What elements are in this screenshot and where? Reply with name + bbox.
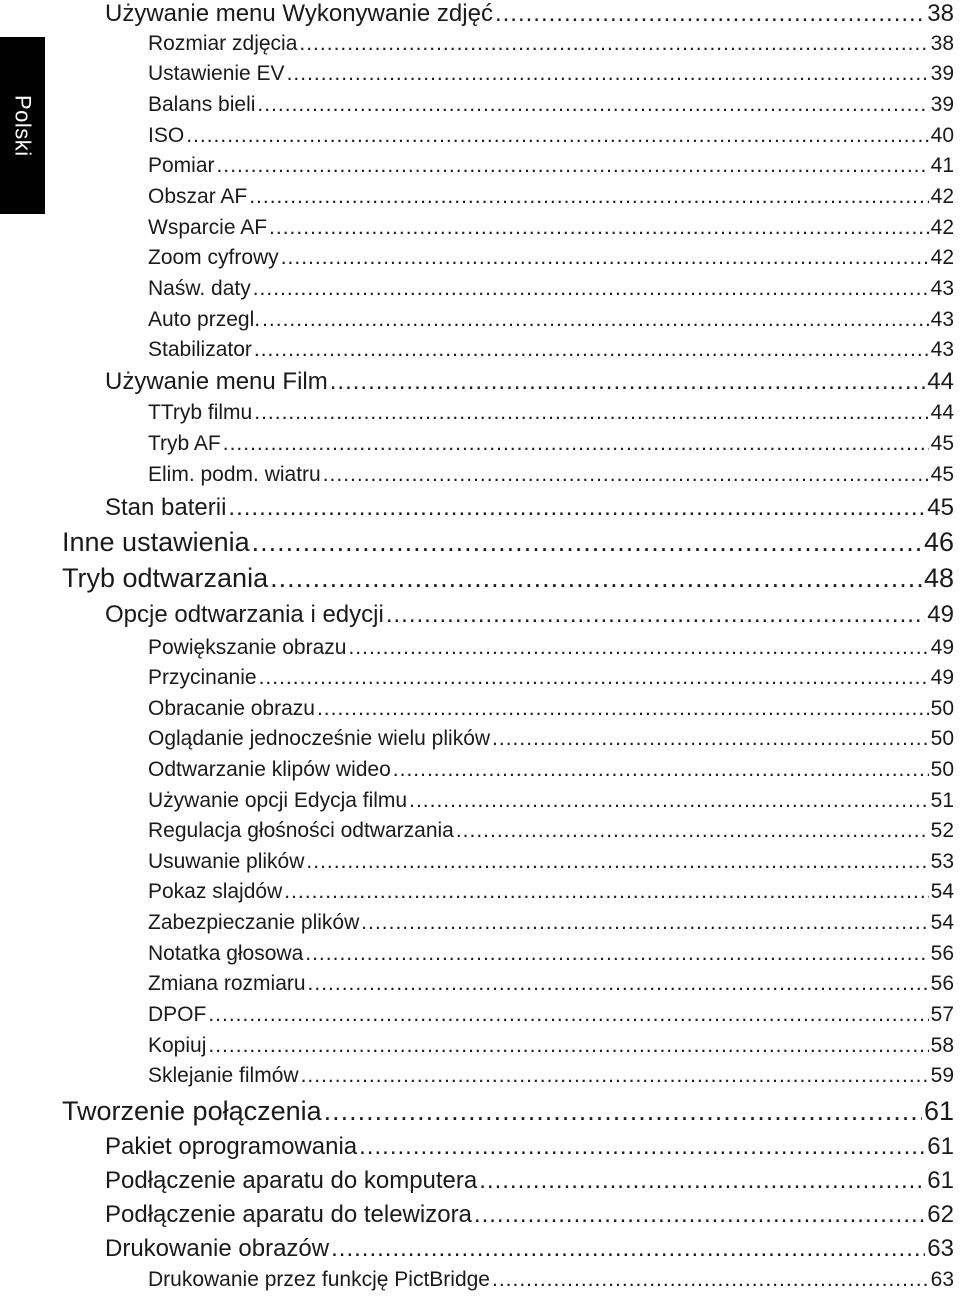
toc-entry bbox=[148, 308, 954, 337]
toc-entry-page: 62 bbox=[927, 1201, 954, 1228]
toc-dot-leader bbox=[253, 277, 929, 301]
toc-dot-leader bbox=[331, 1235, 925, 1263]
toc-entry-title: Drukowanie obrazów bbox=[105, 1235, 330, 1262]
toc-entry-title: Oglądanie jednocześnie wielu plików bbox=[148, 727, 491, 750]
toc-entry bbox=[148, 185, 954, 214]
toc-entry-page: 46 bbox=[923, 527, 954, 557]
toc-entry-page: 50 bbox=[930, 697, 954, 720]
toc-entry-title: Używanie menu Film bbox=[105, 368, 328, 395]
toc-entry-page: 38 bbox=[927, 0, 954, 27]
toc-dot-leader bbox=[281, 246, 929, 270]
toc-entry-title: Tryb AF bbox=[148, 432, 221, 455]
toc-entry bbox=[148, 636, 954, 665]
toc-entry-title: Naśw. daty bbox=[148, 277, 251, 300]
toc-entry-title: Rozmiar zdjęcia bbox=[148, 32, 298, 55]
toc-entry bbox=[105, 494, 954, 526]
toc-dot-leader bbox=[317, 697, 929, 721]
toc-entry-title: Obracanie obrazu bbox=[148, 697, 315, 720]
toc-dot-leader bbox=[306, 850, 928, 874]
toc-entry-title: Usuwanie plików bbox=[148, 850, 305, 873]
language-side-tab bbox=[0, 37, 45, 214]
language-tab-label: Polski bbox=[10, 94, 36, 157]
toc-entry-page: 43 bbox=[930, 277, 954, 300]
toc-entry-page: 52 bbox=[930, 819, 954, 842]
toc-entry-page: 61 bbox=[927, 1133, 954, 1160]
toc-dot-leader bbox=[308, 972, 929, 996]
toc-entry-page: 63 bbox=[930, 1268, 954, 1291]
toc-entry-page: 41 bbox=[930, 154, 954, 177]
toc-dot-leader bbox=[324, 1096, 922, 1127]
toc-entry bbox=[148, 62, 954, 91]
toc-entry-page: 50 bbox=[930, 758, 954, 781]
toc-entry-title: Używanie menu Wykonywanie zdjęć bbox=[105, 0, 493, 27]
toc-entry-title: Kopiuj bbox=[148, 1034, 207, 1057]
toc-entry-title: Regulacja głośności odtwarzania bbox=[148, 819, 454, 842]
toc-entry-title: Zmiana rozmiaru bbox=[148, 972, 306, 995]
toc-entry bbox=[148, 1064, 954, 1093]
toc-dot-leader bbox=[228, 494, 925, 522]
toc-entry-page: 54 bbox=[930, 911, 954, 934]
toc-entry-title: Notatka głosowa bbox=[148, 942, 304, 965]
toc-entry-title: Podłączenie aparatu do komputera bbox=[105, 1167, 478, 1194]
toc-dot-leader bbox=[262, 308, 929, 332]
toc-dot-leader bbox=[359, 1133, 925, 1161]
toc-entry bbox=[148, 154, 954, 183]
toc-entry-title: Balans bieli bbox=[148, 93, 256, 116]
toc-entry bbox=[148, 727, 954, 756]
toc-entry-page: 39 bbox=[930, 62, 954, 85]
toc-entry bbox=[62, 563, 954, 597]
toc-entry-page: 43 bbox=[930, 308, 954, 331]
toc-dot-leader bbox=[284, 880, 928, 904]
toc-dot-leader bbox=[495, 0, 925, 28]
toc-entry-title: Sklejanie filmów bbox=[148, 1064, 299, 1087]
toc-entry-page: 38 bbox=[930, 32, 954, 55]
toc-dot-leader bbox=[269, 216, 929, 240]
toc-entry bbox=[105, 601, 954, 633]
toc-entry bbox=[148, 880, 954, 909]
toc-entry bbox=[105, 1201, 954, 1233]
toc-entry-page: 44 bbox=[930, 401, 954, 424]
toc-entry-page: 58 bbox=[930, 1034, 954, 1057]
toc-entry-page: 54 bbox=[930, 880, 954, 903]
toc-entry bbox=[148, 972, 954, 1001]
toc-entry bbox=[148, 1268, 954, 1297]
toc-dot-leader bbox=[217, 154, 929, 178]
toc-entry-title: Auto przegl. bbox=[148, 308, 261, 331]
toc-entry-title: Opcje odtwarzania i edycji bbox=[105, 601, 384, 628]
toc-entry-page: 42 bbox=[930, 216, 954, 239]
toc-entry bbox=[148, 246, 954, 275]
toc-entry bbox=[105, 1167, 954, 1199]
toc-entry-title: Obszar AF bbox=[148, 185, 248, 208]
toc-entry-page: 59 bbox=[930, 1064, 954, 1087]
toc-dot-leader bbox=[254, 338, 929, 362]
toc-entry bbox=[105, 1133, 954, 1165]
toc-entry-title: Tworzenie połączenia bbox=[62, 1096, 322, 1126]
toc-dot-leader bbox=[474, 1201, 925, 1229]
toc-entry-page: 45 bbox=[927, 494, 954, 521]
toc-entry-title: Inne ustawienia bbox=[62, 527, 250, 557]
toc-dot-leader bbox=[492, 727, 929, 751]
toc-entry bbox=[62, 1096, 954, 1130]
toc-entry-page: 45 bbox=[930, 463, 954, 486]
toc-entry-title: TTryb filmu bbox=[148, 401, 253, 424]
toc-entry bbox=[148, 93, 954, 122]
toc-entry bbox=[148, 338, 954, 367]
toc-entry-title: DPOF bbox=[148, 1003, 207, 1026]
toc-entry bbox=[105, 0, 954, 32]
toc-entry-page: 51 bbox=[930, 789, 954, 812]
toc-entry bbox=[148, 277, 954, 306]
toc-entry bbox=[148, 697, 954, 726]
toc-entry-title: Stabilizator bbox=[148, 338, 252, 361]
toc-entry-title: Tryb odtwarzania bbox=[62, 563, 269, 593]
toc-entry bbox=[105, 368, 954, 400]
toc-entry-page: 45 bbox=[930, 432, 954, 455]
toc-dot-leader bbox=[208, 1003, 928, 1027]
toc-dot-leader bbox=[323, 463, 929, 487]
toc-entry bbox=[148, 666, 954, 695]
toc-dot-leader bbox=[186, 124, 928, 148]
toc-dot-leader bbox=[257, 93, 928, 117]
toc-dot-leader bbox=[208, 1034, 928, 1058]
toc-dot-leader bbox=[249, 185, 928, 209]
toc-entry bbox=[148, 32, 954, 61]
toc-entry-title: Elim. podm. wiatru bbox=[148, 463, 321, 486]
toc-entry-title: Używanie opcji Edycja filmu bbox=[148, 789, 408, 812]
toc-entry-page: 44 bbox=[927, 368, 954, 395]
toc-entry-page: 49 bbox=[930, 636, 954, 659]
toc-entry-title: Pokaz slajdów bbox=[148, 880, 283, 903]
toc-dot-leader bbox=[330, 368, 926, 396]
toc-dot-leader bbox=[287, 62, 929, 86]
toc-entry bbox=[148, 124, 954, 153]
toc-entry bbox=[148, 911, 954, 940]
toc-entry-title: Zoom cyfrowy bbox=[148, 246, 279, 269]
toc-entry bbox=[148, 1003, 954, 1032]
toc-dot-leader bbox=[301, 1064, 929, 1088]
toc-entry-title: Powiększanie obrazu bbox=[148, 636, 347, 659]
toc-dot-leader bbox=[492, 1268, 929, 1292]
toc-entry-title: Podłączenie aparatu do telewizora bbox=[105, 1201, 472, 1228]
toc-dot-leader bbox=[348, 636, 928, 660]
toc-dot-leader bbox=[386, 601, 925, 629]
toc-entry bbox=[148, 819, 954, 848]
toc-dot-leader bbox=[305, 942, 928, 966]
toc-entry-page: 61 bbox=[923, 1096, 954, 1126]
toc-dot-leader bbox=[259, 666, 929, 690]
toc-dot-leader bbox=[456, 819, 929, 843]
toc-dot-leader bbox=[270, 563, 922, 594]
toc-entry-title: Pakiet oprogramowania bbox=[105, 1133, 358, 1160]
toc-entry-title: Drukowanie przez funkcję PictBridge bbox=[148, 1268, 490, 1291]
toc-entry bbox=[62, 527, 954, 561]
toc-entry bbox=[148, 432, 954, 461]
toc-entry-page: 49 bbox=[930, 666, 954, 689]
toc-entry-page: 57 bbox=[930, 1003, 954, 1026]
toc-entry-page: 56 bbox=[930, 942, 954, 965]
toc-entry-page: 39 bbox=[930, 93, 954, 116]
toc-dot-leader bbox=[299, 32, 928, 56]
toc-entry-title: Odtwarzanie klipów wideo bbox=[148, 758, 391, 781]
toc-entry-page: 53 bbox=[930, 850, 954, 873]
toc-entry-title: Pomiar bbox=[148, 154, 215, 177]
toc-dot-leader bbox=[409, 789, 929, 813]
toc-entry-page: 63 bbox=[927, 1235, 954, 1262]
toc-entry-page: 48 bbox=[923, 563, 954, 593]
toc-entry-page: 43 bbox=[930, 338, 954, 361]
toc-entry-title: Wsparcie AF bbox=[148, 216, 268, 239]
toc-entry-page: 61 bbox=[927, 1167, 954, 1194]
toc-entry bbox=[148, 850, 954, 879]
toc-entry bbox=[105, 1235, 954, 1267]
toc-dot-leader bbox=[254, 401, 928, 425]
toc-entry-page: 42 bbox=[930, 185, 954, 208]
toc-dot-leader bbox=[479, 1167, 925, 1195]
toc-entry-title: ISO bbox=[148, 124, 185, 147]
toc-entry-page: 40 bbox=[930, 124, 954, 147]
toc-entry-page: 56 bbox=[930, 972, 954, 995]
toc-entry-title: Przycinanie bbox=[148, 666, 257, 689]
toc-dot-leader bbox=[361, 911, 928, 935]
toc-entry bbox=[148, 758, 954, 787]
toc-entry-page: 50 bbox=[930, 727, 954, 750]
toc-dot-leader bbox=[252, 527, 922, 558]
toc-entry-page: 42 bbox=[930, 246, 954, 269]
toc-entry bbox=[148, 216, 954, 245]
toc-dot-leader bbox=[223, 432, 929, 456]
toc-entry bbox=[148, 401, 954, 430]
toc-entry bbox=[148, 463, 954, 492]
toc-entry-title: Ustawienie EV bbox=[148, 62, 285, 85]
toc-entry bbox=[148, 942, 954, 971]
toc-dot-leader bbox=[393, 758, 929, 782]
toc-entry bbox=[148, 1034, 954, 1063]
toc-entry-title: Zabezpieczanie plików bbox=[148, 911, 360, 934]
toc-entry-page: 49 bbox=[927, 601, 954, 628]
toc-entry-title: Stan baterii bbox=[105, 494, 227, 521]
toc-entry bbox=[148, 789, 954, 818]
